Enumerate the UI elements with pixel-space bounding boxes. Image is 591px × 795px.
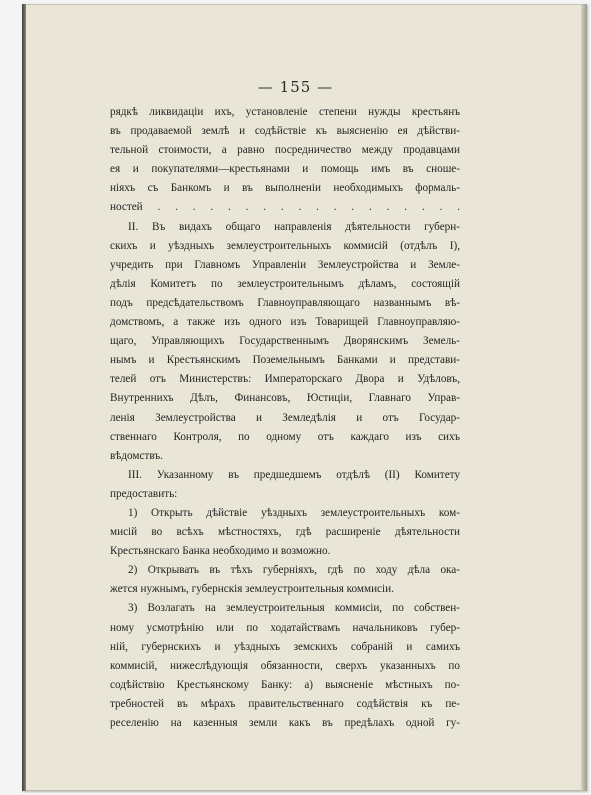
page-binding-edge <box>22 4 26 791</box>
page-number: — 155 — <box>257 78 334 96</box>
text-line: ея и покупателями—крестьянами и помощь имъ въ сноше- <box>110 163 460 176</box>
text-line: 3) Возлагать на землеустроительныя коммисіи, по собствен- <box>128 602 460 615</box>
text-line: предоставить: <box>110 487 178 500</box>
text-line: въ продаваемой землѣ и содѣйствіе къ выясненію ея дѣйстви- <box>110 125 460 138</box>
text-line: ніяхъ съ Банкомъ и въ выполненіи необходимыхъ формаль- <box>110 182 460 195</box>
text-line: 2) Открывать въ тѣхъ губерніяхъ, гдѣ по ходу дѣла ока- <box>128 564 460 577</box>
text-line: учредить при Главномъ Управленіи Землеустройства и Земле- <box>110 258 460 271</box>
text-line: тельной стоимости, а равно посредничество между продавцами <box>110 144 460 157</box>
text-line: ностей . . . . . . . . . . . . . . . . . . <box>110 201 460 214</box>
body-text <box>110 103 460 733</box>
text-line: требностей въ мѣрахъ правительственнаго содѣйствія къ пе- <box>110 697 460 710</box>
text-line: мисій во всѣхъ мѣстностяхъ, гдѣ расширеніе дѣятельности <box>110 526 460 539</box>
text-line: 1) Открыть дѣйствіе уѣздныхъ землеустроительныхъ ком- <box>128 506 460 519</box>
text-line: реселенію на казенныя земли какъ въ предѣлахъ одной гу- <box>110 717 460 729</box>
text-line: Внутреннихъ Дѣлъ, Финансовъ, Юстиціи, Главнаго Управ- <box>110 392 460 405</box>
page-right-edge <box>581 4 587 791</box>
text-line: ленія Землеустройства и Земледѣлія и отъ Государ- <box>110 411 460 424</box>
text-line: ному усмотрѣнію или по ходатайствамъ начальниковъ губер- <box>110 621 460 634</box>
text-line: III. Указанному въ предшедшемъ отдѣлѣ (II) Комитету <box>128 468 460 481</box>
text-line: подъ предсѣдательствомъ Главноуправляющаго названнымъ вѣ- <box>110 296 460 309</box>
text-line: нымъ и Крестьянскимъ Поземельнымъ Банками и представи- <box>110 354 460 367</box>
text-line: II. Въ видахъ общаго направленія дѣятельности губерн- <box>128 220 460 233</box>
text-line: рядкѣ ликвидаціи ихъ, установленіе степени нужды крестьянъ <box>110 106 460 118</box>
text-line: вѣдомствъ. <box>110 449 163 462</box>
text-line: ній, губернскихъ и уѣздныхъ земскихъ собраній и самихъ <box>110 640 460 653</box>
text-line: щаго, Управляющихъ Государственнымъ Дворянскимъ Земель- <box>110 335 460 348</box>
text-line: содѣйствію Крестьянскому Банку: а) выясненіе мѣстныхъ по- <box>110 678 460 691</box>
text-line: Крестьянскаго Банка необходимо и возможно. <box>110 545 331 558</box>
text-line: коммисій, нижеслѣдующія обязанности, сверхъ указанныхъ по <box>110 659 460 672</box>
text-line: дѣлія Комитетъ по землеустроительнымъ дѣламъ, состоящій <box>110 277 460 290</box>
text-line: телей отъ Министерствъ: Императорскаго Двора и Удѣловъ, <box>110 373 460 386</box>
text-line: жется нужнымъ, губернскія землеустроительныя коммисіи. <box>110 583 394 596</box>
text-line: домствомъ, а также изъ одного изъ Товарищей Главноуправляю- <box>110 316 460 329</box>
text-line: скихъ и уѣздныхъ землеустроительныхъ коммисій (отдѣлъ I), <box>110 239 460 252</box>
text-line: ственнаго Контроля, по одному отъ каждаго изъ сихъ <box>110 430 460 443</box>
